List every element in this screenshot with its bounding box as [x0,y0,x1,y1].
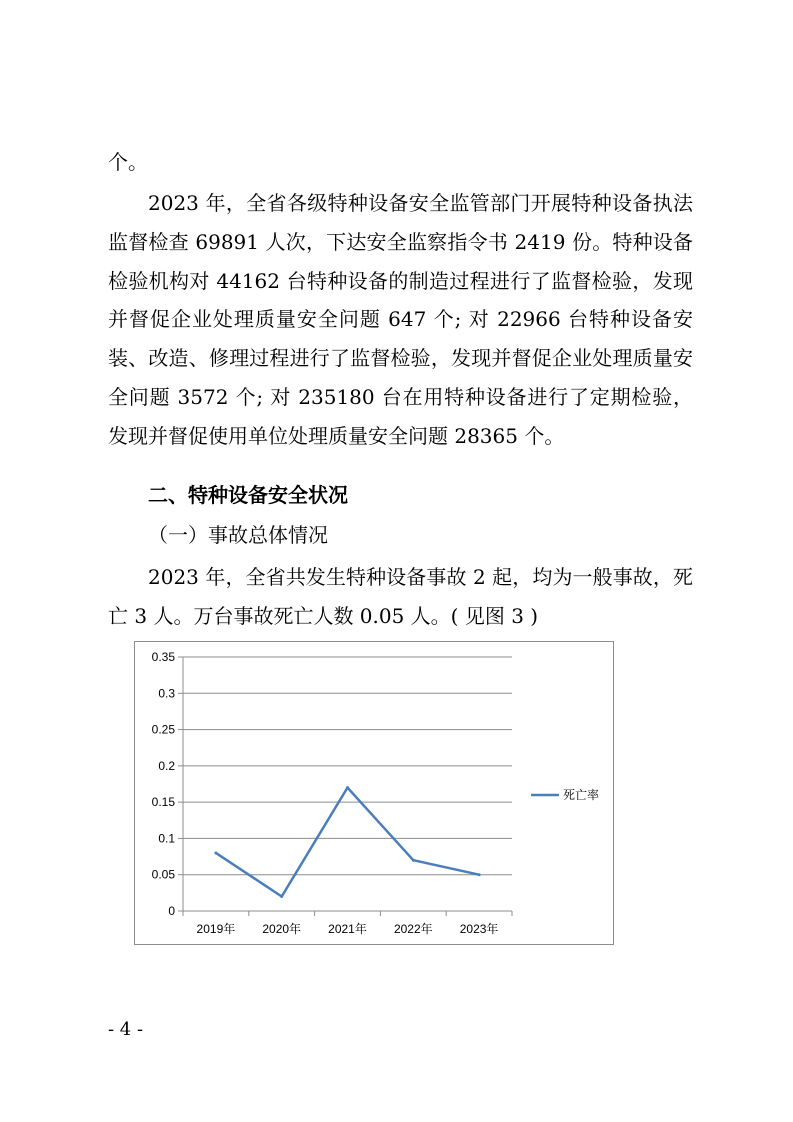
data-point [478,873,481,876]
data-point [346,786,349,789]
x-tick-label: 2020年 [262,922,302,936]
x-tick-label: 2023年 [459,922,499,936]
y-tick-label: 0.15 [151,795,175,810]
chart-svg [135,642,613,944]
y-tick-label: 0.05 [151,867,175,882]
y-tick-label: 0.35 [151,650,175,664]
paragraph-inspection-summary: 2023 年，全省各级特种设备安全监管部门开展特种设备执法监督检查 69891 人次，下达安全监察指令书 2419 份。特种设备检验机构对 44162 台特种设备的制造过程进行了监督检验，发现并督促企业处理质量安全问题 647 个; 对 22966 台特种设备安装、改造、修理过程进行了监督检验，发现并督促企业处理质量安全问题 3572 个; 对 235180 台在用特种设备进行了定期检验，发现并督促使用单位处理质量安全问题 28365 个。 [108,191,693,448]
paragraph-accident-summary: 2023 年，全省共发生特种设备事故 2 起，均为一般事故，死亡 3 人。万台事故死亡人数 0.05 人。( 见图 3 ) [108,565,693,628]
subsection-heading: （一）事故总体情况 [148,523,328,547]
continuation-line: 个。 [108,150,148,174]
y-tick-label: 0 [168,904,175,918]
section-heading: 二、特种设备安全状况 [148,483,348,507]
legend-label: 死亡率 [563,788,600,802]
y-tick-label: 0.25 [151,722,175,737]
page-number: - 4 - [108,1019,144,1040]
data-point [214,851,217,854]
series-line [216,788,479,897]
x-tick-label: 2022年 [393,922,433,936]
data-point [280,895,283,898]
y-tick-label: 0.3 [158,686,175,701]
y-tick-label: 0.2 [158,758,175,773]
x-tick-label: 2019年 [196,922,236,936]
x-tick-label: 2021年 [328,922,367,936]
y-tick-label: 0.1 [158,831,175,846]
fatality-rate-chart [134,641,614,945]
data-point [412,859,415,862]
